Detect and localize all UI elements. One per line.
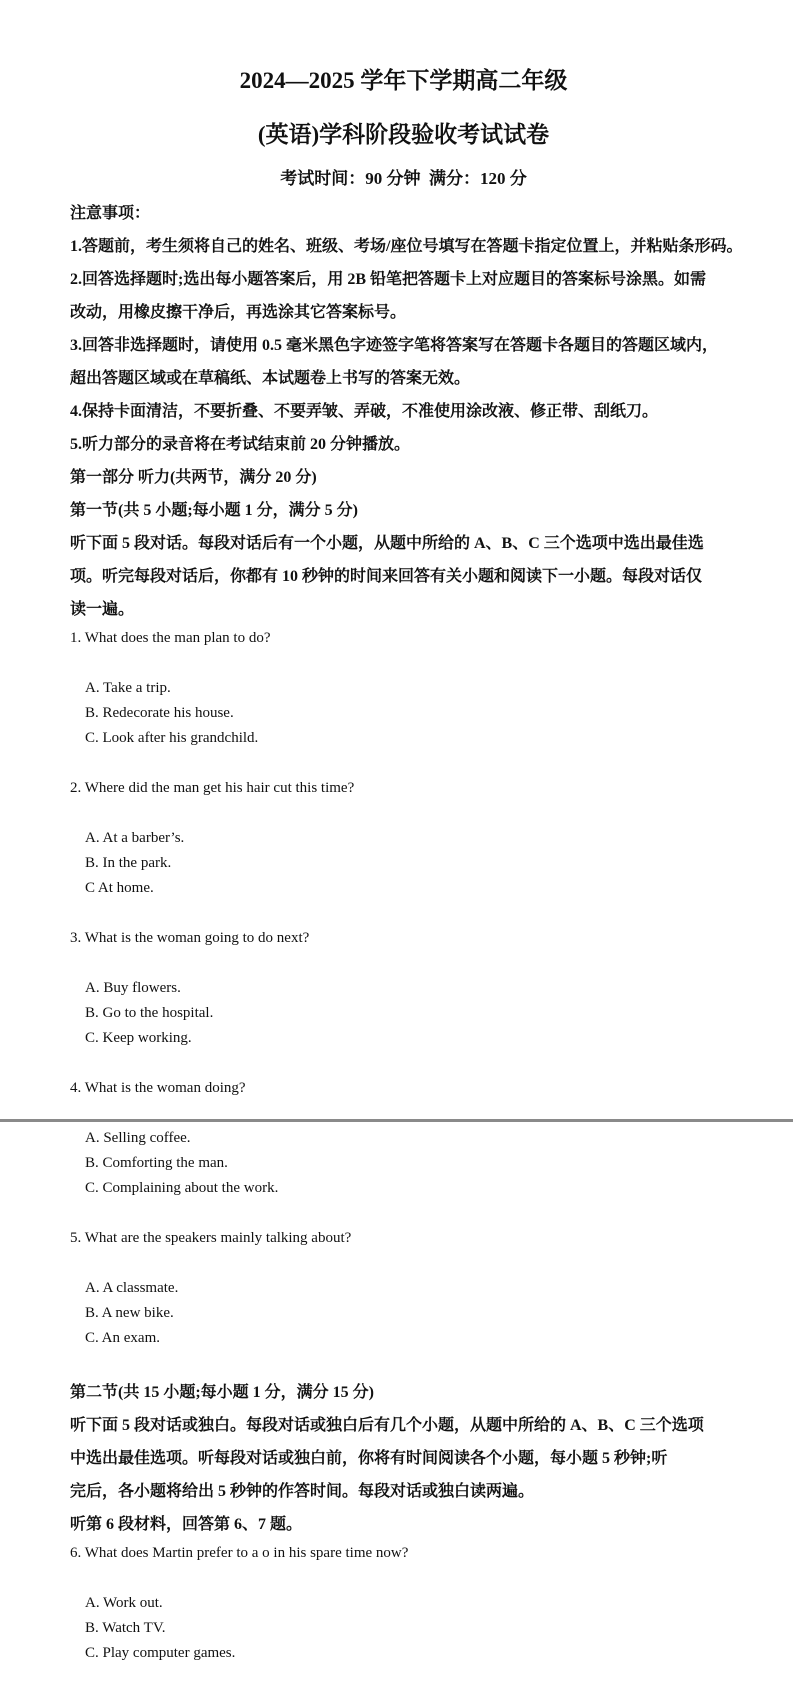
exam-info: 考试时间：90 分钟 满分：120 分 (280, 169, 527, 188)
notice-line: 4.保持卡面清洁，不要折叠、不要弄皱、弄破，不准使用涂改液、修正带、刮纸刀。 (70, 403, 659, 420)
section1-heading: 第一节(共 5 小题;每小题 1 分，满分 5 分) (70, 502, 358, 519)
option-c: C. Complaining about the work. (85, 1180, 279, 1196)
question-text: 5. What are the speakers mainly talking about? (70, 1230, 352, 1246)
section2-heading: 第二节(共 15 小题;每小题 1 分，满分 15 分) (70, 1384, 374, 1401)
notice-heading: 注意事项： (70, 205, 151, 222)
page-subtitle: (英语)学科阶段验收考试试卷 (257, 122, 550, 147)
option-a: A. At a barber’s. (85, 830, 185, 846)
part1-heading: 第一部分 听力(共两节，满分 20 分) (70, 469, 317, 486)
option-c: C. Look after his grandchild. (85, 730, 259, 746)
option-row (70, 1251, 737, 1376)
notice-line: 5.听力部分的录音将在考试结束前 20 分钟播放。 (70, 436, 411, 453)
option-row (70, 651, 737, 776)
option-a: A. Work out. (85, 1595, 163, 1611)
page-title: 2024—2025 学年下学期高二年级 (239, 68, 568, 93)
option-row (70, 801, 737, 926)
material-prompt: 听第 6 段材料，回答第 6、7 题。 (70, 1516, 303, 1533)
section1-instruction-line: 项。听完每段对话后，你都有 10 秒钟的时间来回答有关小题和阅读下一小题。每段对话仅 (70, 568, 703, 585)
option-c: C. An exam. (85, 1330, 160, 1346)
section2-instruction-line: 中选出最佳选项。听每段对话或独白前，你将有时间阅读各个小题，每小题 5 秒钟;听 (70, 1450, 668, 1467)
notice-line: 改动，用橡皮擦干净后，再选涂其它答案标号。 (70, 304, 407, 321)
option-a: A. Take a trip. (85, 680, 171, 696)
option-a: A. Buy flowers. (85, 980, 181, 996)
option-a: A. A classmate. (85, 1280, 179, 1296)
option-row (70, 1566, 737, 1691)
option-b: B. A new bike. (85, 1305, 174, 1321)
question-text: 2. Where did the man get his hair cut this time? (70, 780, 355, 796)
question-text: 1. What does the man plan to do? (70, 630, 271, 646)
notice-line: 1.答题前，考生须将自己的姓名、班级、考场/座位号填写在答题卡指定位置上，并粘贴条形码。 (70, 238, 743, 255)
option-a: A. Selling coffee. (85, 1130, 191, 1146)
section1-instruction-line: 读一遍。 (70, 601, 135, 618)
question-text: 3. What is the woman going to do next? (70, 930, 310, 946)
option-row (70, 951, 737, 1076)
notice-line: 2.回答选择题时;选出每小题答案后，用 2B 铅笔把答题卡上对应题目的答案标号涂黑。如需 (70, 271, 707, 288)
question-text: 6. What does Martin prefer to a o in his spare time now? (70, 1545, 409, 1561)
option-c: C At home. (85, 880, 154, 896)
section1-instruction-line: 听下面 5 段对话。每段对话后有一个小题，从题中所给的 A、B、C 三个选项中选出最佳选 (70, 535, 704, 552)
section2-instruction-line: 完后，各小题将给出 5 秒钟的作答时间。每段对话或独白读两遍。 (70, 1483, 535, 1500)
option-b: B. Go to the hospital. (85, 1005, 214, 1021)
section2-instruction-line: 听下面 5 段对话或独白。每段对话或独白后有几个小题，从题中所给的 A、B、C 三个选项 (70, 1417, 704, 1434)
option-c: C. Play computer games. (85, 1645, 236, 1661)
option-b: B. In the park. (85, 855, 172, 871)
notice-line: 超出答题区域或在草稿纸、本试题卷上书写的答案无效。 (70, 370, 471, 387)
question-text: 4. What is the woman doing? (70, 1080, 246, 1096)
option-c: C. Keep working. (85, 1030, 192, 1046)
option-b: B. Redecorate his house. (85, 705, 234, 721)
option-b: B. Comforting the man. (85, 1155, 228, 1171)
notice-line: 3.回答非选择题时，请使用 0.5 毫米黑色字迹签字笔将答案写在答题卡各题目的答题区域内， (70, 337, 719, 354)
option-b: B. Watch TV. (85, 1620, 166, 1636)
